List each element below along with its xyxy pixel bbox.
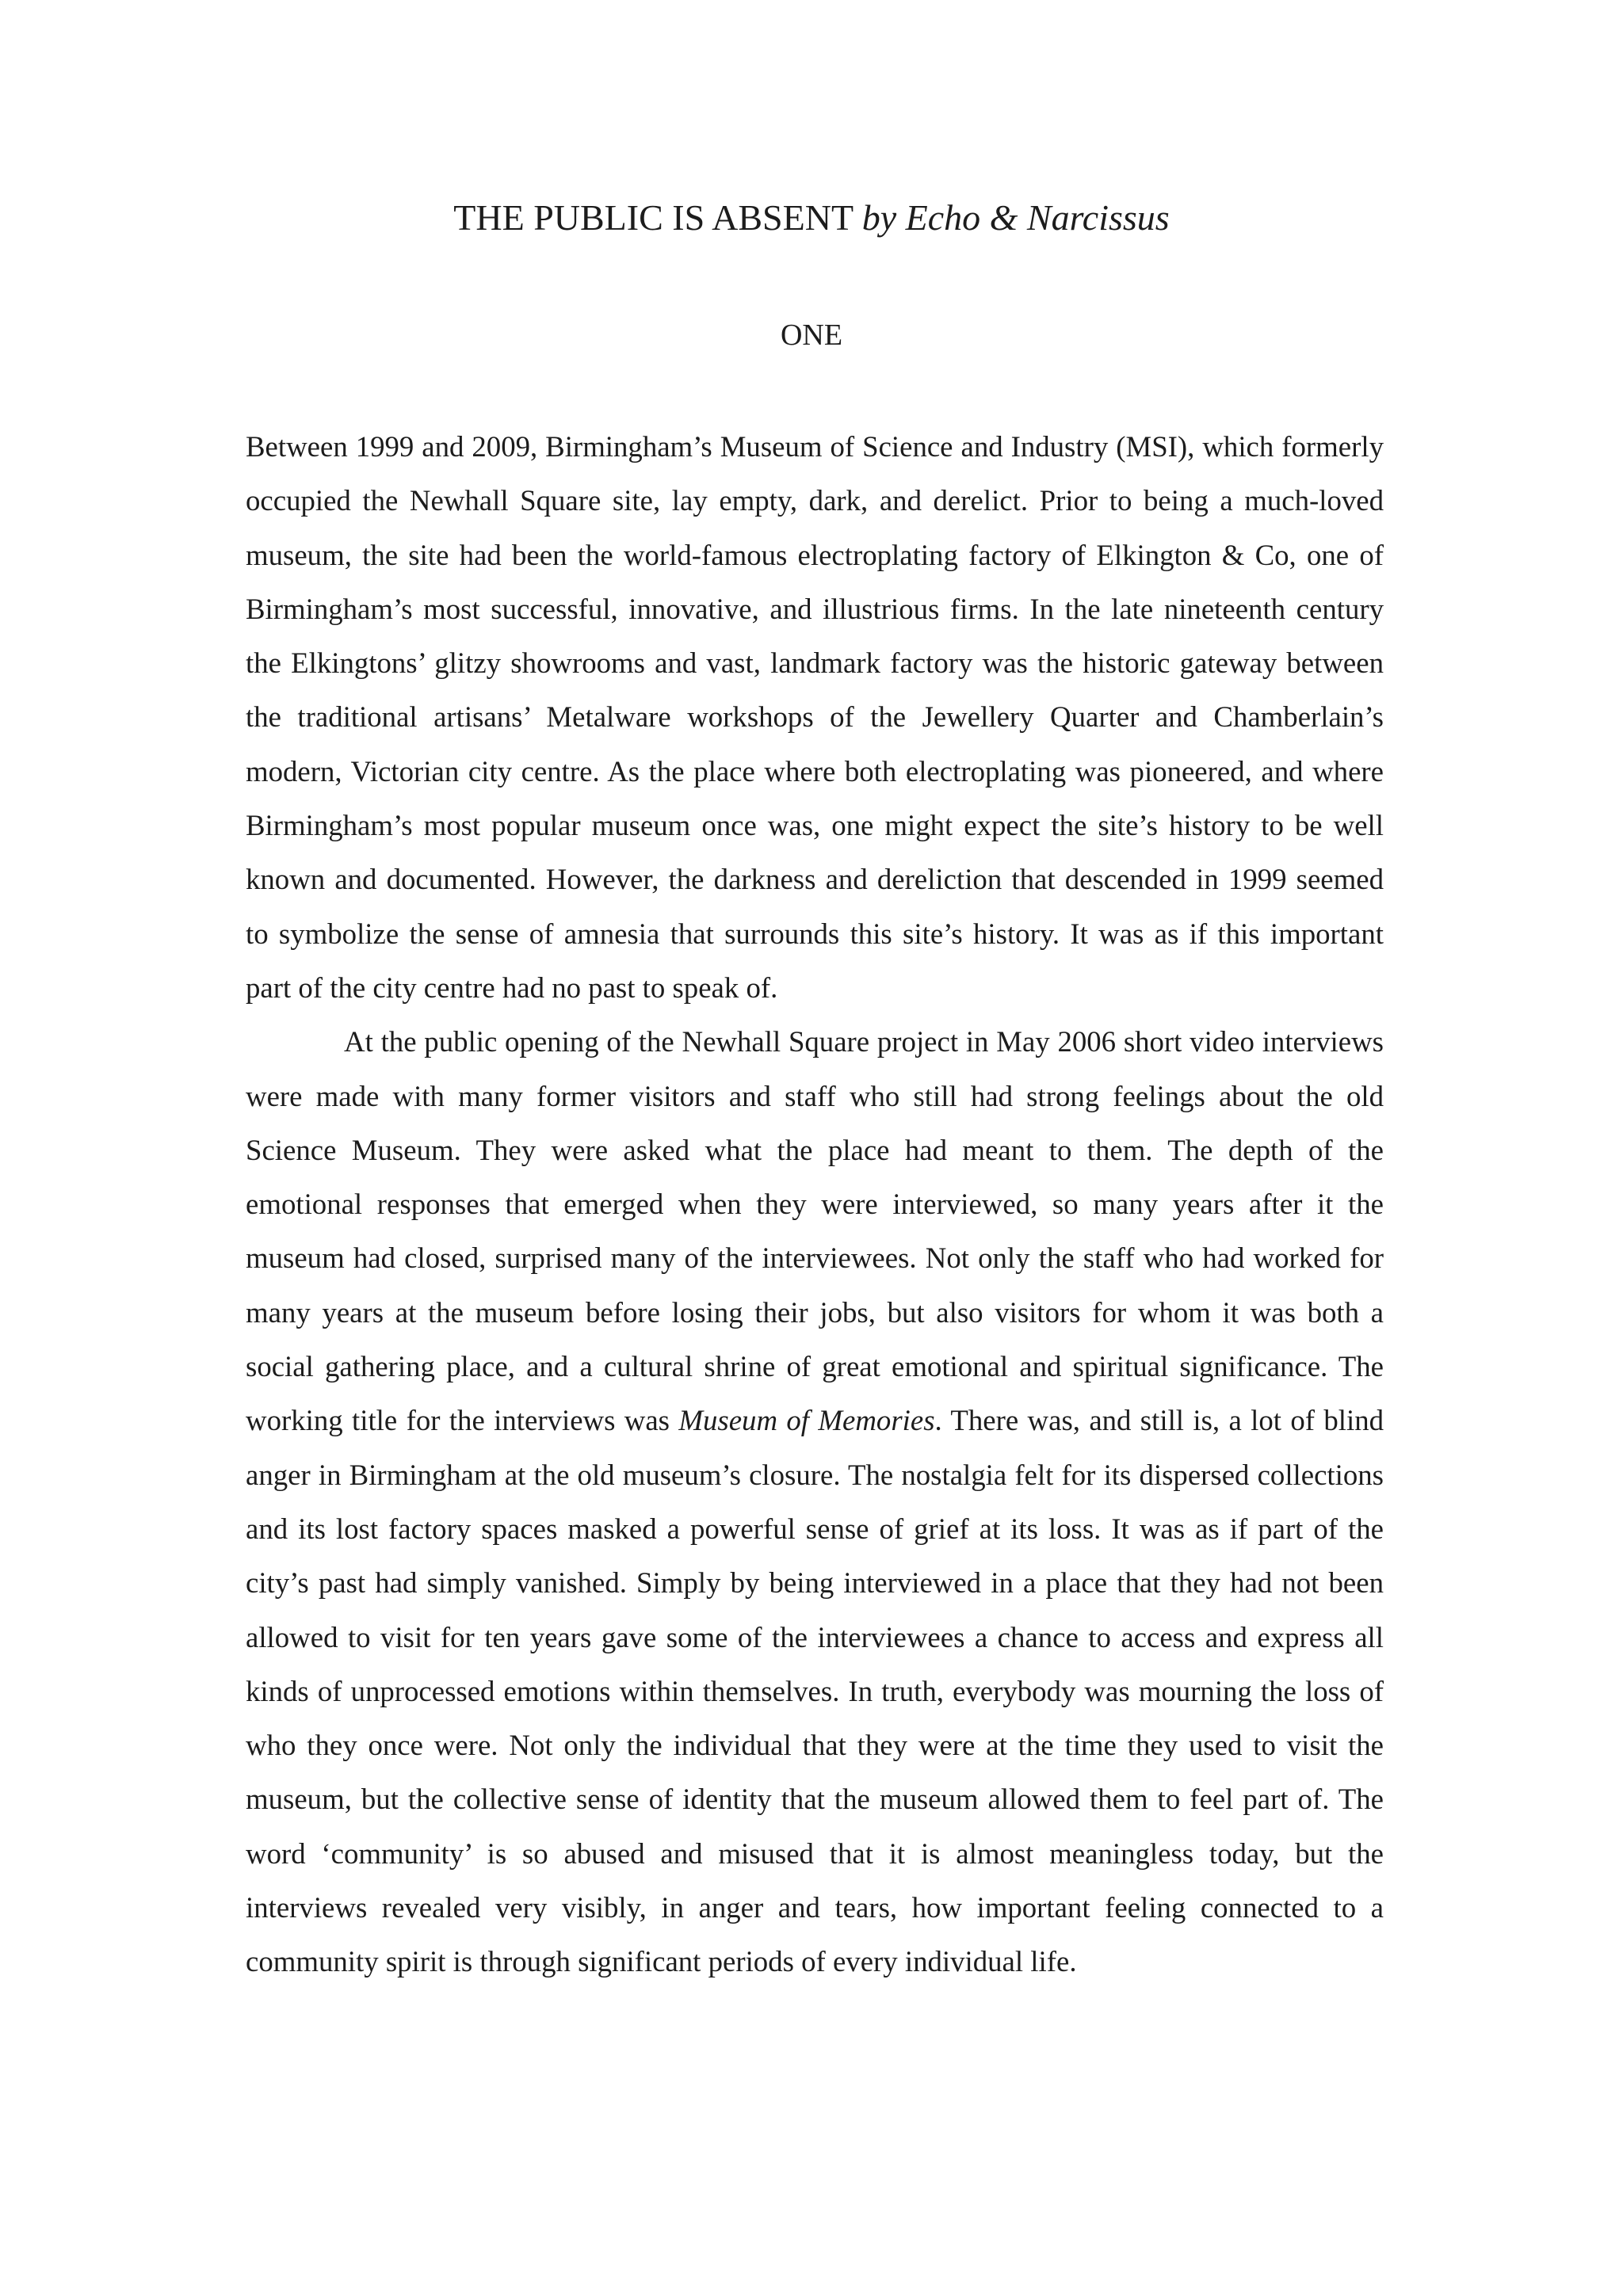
paragraph-2	[246, 1015, 1384, 1989]
paragraph-2-part-1: At the public opening of the Newhall Square project in May 2006 short video interviews were made with many former visitors and staff who still had strong feelings about the old Science Museum. They were asked what the place had meant to them. The depth of the emotional responses that emerged when they were interviewed, so many years after it the museum had closed, surprised many of the interviewees. Not only the staff who had worked for many years at the museum before losing their jobs, but also visitors for whom it was both a social gathering place, and a cultural shrine of great emotional and spiritual significance. The working title for the interviews was	[246, 1025, 1384, 1437]
paragraph-2-part-2: . There was, and still is, a lot of blind anger in Birmingham at the old museum’s closure. The nostalgia felt for its dispersed collections and its lost factory spaces masked a powerful sense of grief at its loss. It was as if part of the city’s past had simply vanished. Simply by being interviewed in a place that they had not been allowed to visit for ten years gave some of the interviewees a chance to access and express all kinds of unprocessed emotions within themselves. In truth, everybody was mourning the loss of who they once were. Not only the individual that they were at the time they used to visit the museum, but the collective sense of identity that the museum allowed them to feel part of. The word ‘community’ is so abused and misused that it is almost meaningless today, but the interviews revealed very visibly, in anger and tears, how important feeling connected to a community spirit is through significant periods of every individual life.	[246, 1404, 1384, 1978]
title-main: THE PUBLIC IS ABSENT	[453, 197, 854, 238]
italic-work-title: Museum of Memories	[678, 1404, 935, 1437]
paragraph-1: Between 1999 and 2009, Birmingham’s Museum of Science and Industry (MSI), which formerly occupied the Newhall Square site, lay empty, dark, and derelict. Prior to being a much-loved museum, the site had been the world-famous electroplating factory of Elkington & Co, one of Birmingham’s most successful, innovative, and illustrious firms. In the late nineteenth century the Elkingtons’ glitzy showrooms and vast, landmark factory was the historic gateway between the traditional artisans’ Metalware workshops of the Jewellery Quarter and Chamberlain’s modern, Victorian city centre. As the place where both electroplating was pioneered, and where Birmingham’s most popular museum once was, one might expect the site’s history to be well known and documented. However, the darkness and dereliction that descended in 1999 seemed to symbolize the sense of amnesia that surrounds this site’s history. It was as if this important part of the city centre had no past to speak of.	[246, 430, 1384, 1004]
body-text	[246, 420, 1384, 1989]
section-heading: ONE	[780, 318, 843, 352]
title-byline: by Echo & Narcissus	[861, 197, 1170, 238]
document-title	[0, 194, 1623, 242]
